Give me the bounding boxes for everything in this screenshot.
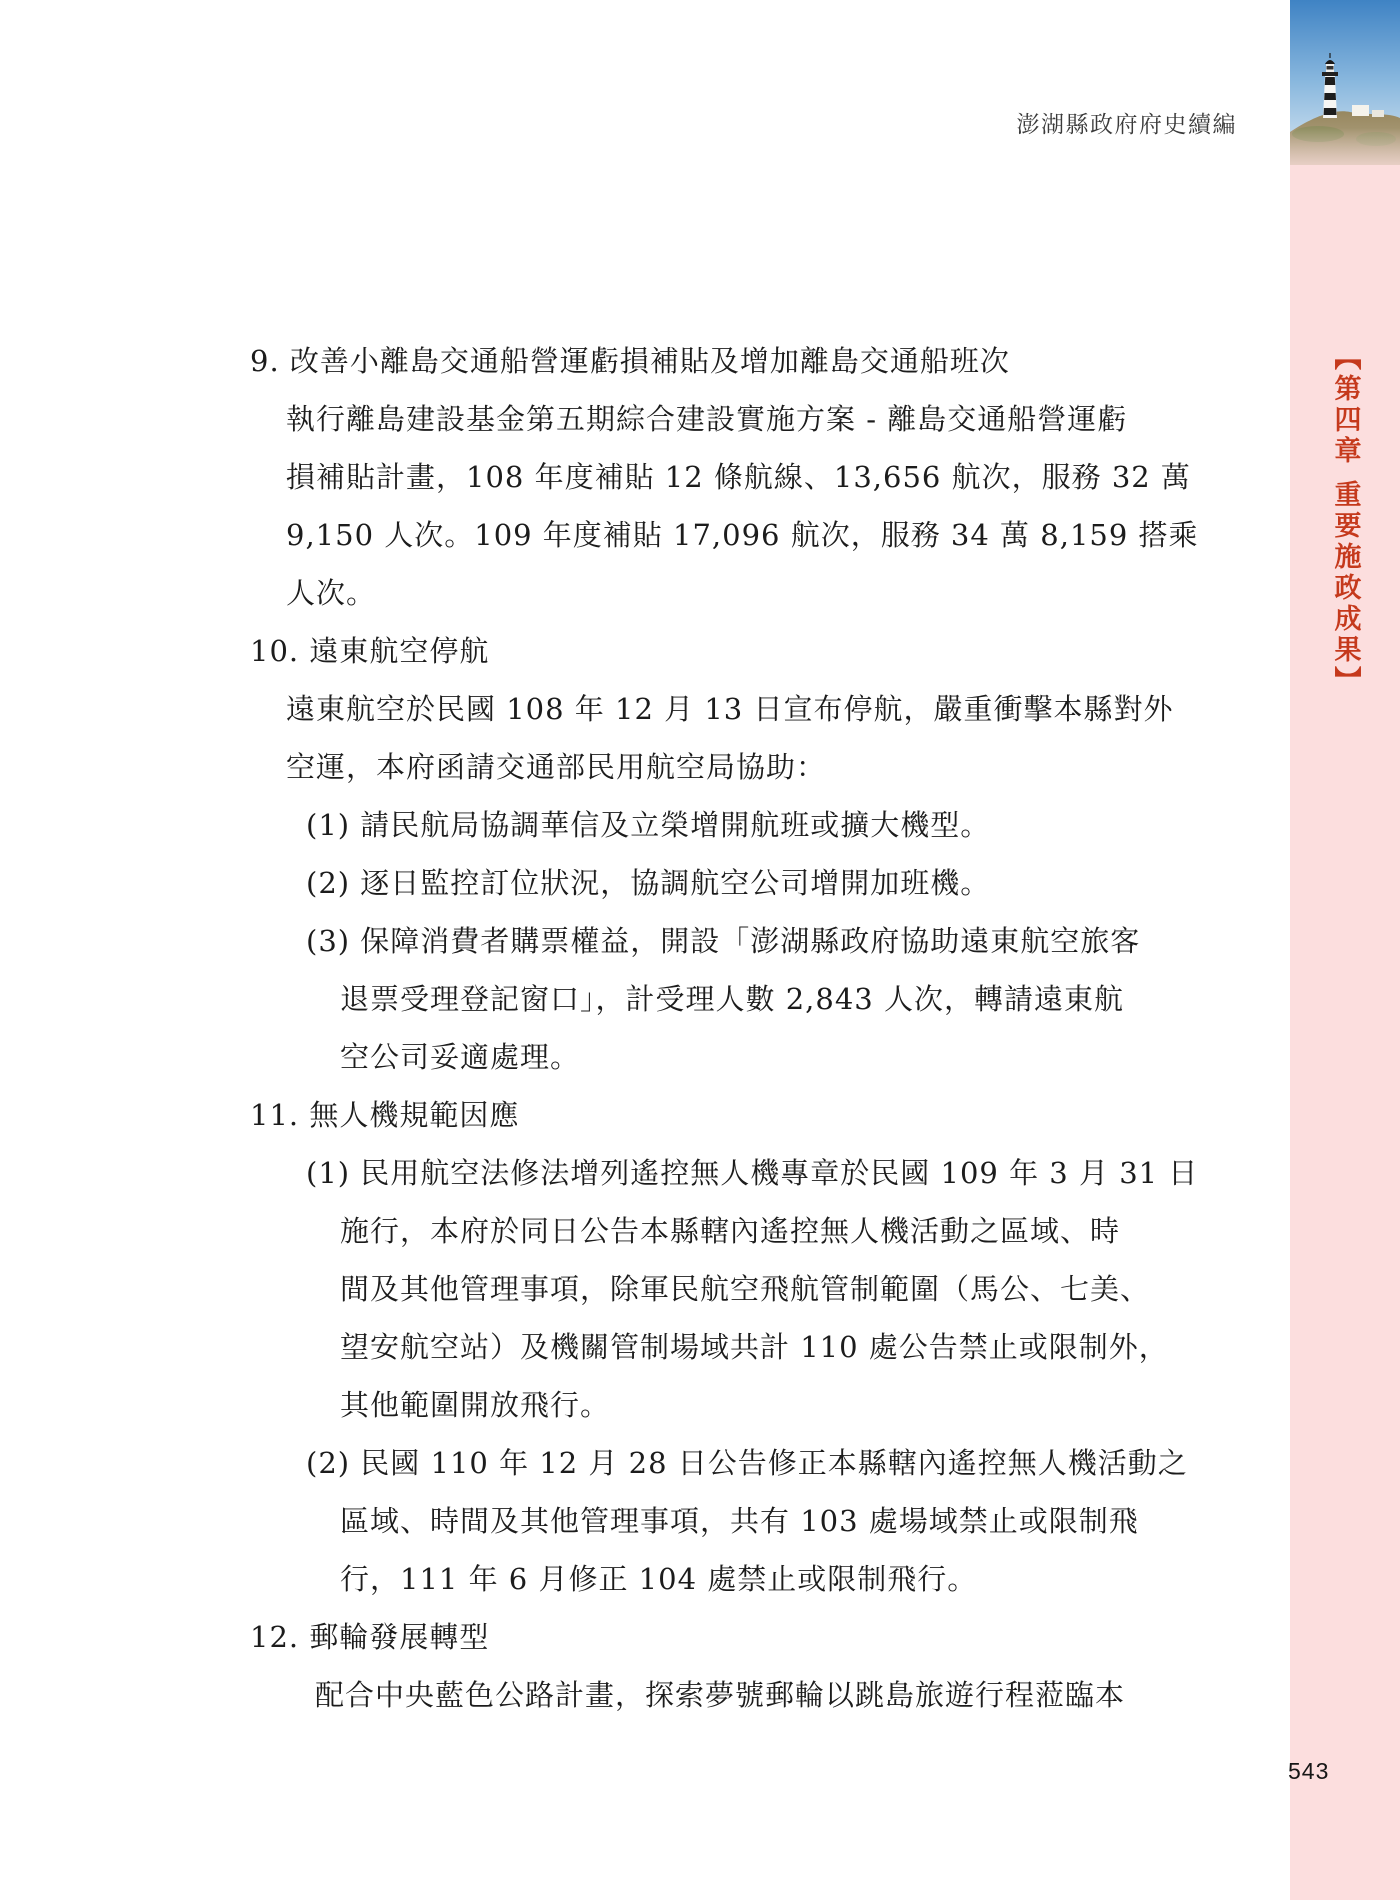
text-line: 間及其他管理事項，除軍民航空飛航管制範圍（馬公、七美、 (340, 1272, 1151, 1306)
content-area (0, 332, 1290, 1724)
text-line: 配合中央藍色公路計畫，探索夢號郵輪以跳島旅遊行程蒞臨本 (315, 1678, 1126, 1712)
text-line: 望安航空站）及機關管制場域共計 110 處公告禁止或限制外， (340, 1330, 1169, 1364)
text-line: 行，111 年 6 月修正 104 處禁止或限制飛行。 (340, 1562, 978, 1596)
text-line: 9. 改善小離島交通船營運虧損補貼及增加離島交通船班次 (250, 344, 1010, 378)
text-line: 遠東航空於民國 108 年 12 月 13 日宣布停航，嚴重衝擊本縣對外 (286, 692, 1174, 726)
text-line: 12. 郵輪發展轉型 (250, 1620, 490, 1654)
text-line: (2) 民國 110 年 12 月 28 日公告修正本縣轄內遙控無人機活動之 (306, 1446, 1188, 1480)
text-line: 空公司妥適處理。 (340, 1040, 581, 1074)
text-line: 9,150 人次。109 年度補貼 17,096 航次，服務 34 萬 8,159 搭乘 (286, 518, 1199, 552)
text-line: 人次。 (286, 576, 377, 610)
chapter-label-wrap (1290, 343, 1400, 743)
text-line: (2) 逐日監控訂位狀況，協調航空公司增開加班機。 (306, 866, 991, 900)
chapter-vertical-label: 【第四章 重要施政成果】 (1329, 343, 1361, 698)
text-line: (3) 保障消費者購票權益，開設「澎湖縣政府協助遠東航空旅客 (306, 924, 1141, 958)
page-number: 543 (1288, 1758, 1330, 1784)
text-line: 空運，本府函請交通部民用航空局協助： (286, 750, 827, 784)
lighthouse-photo (1290, 0, 1400, 195)
text-line: 執行離島建設基金第五期綜合建設實施方案 - 離島交通船營運虧 (286, 402, 1128, 436)
text-line: (1) 請民航局協調華信及立榮增開航班或擴大機型。 (306, 808, 991, 842)
page-header-title: 澎湖縣政府府史續編 (1016, 111, 1237, 137)
text-line: 損補貼計畫，108 年度補貼 12 條航線、13,656 航次，服務 32 萬 (286, 460, 1191, 494)
text-line: 10. 遠東航空停航 (250, 634, 490, 668)
sidebar-strip (1290, 0, 1400, 1900)
text-line: 施行，本府於同日公告本縣轄內遙控無人機活動之區域、時 (340, 1214, 1121, 1248)
text-line: 區域、時間及其他管理事項，共有 103 處場域禁止或限制飛 (340, 1504, 1139, 1538)
text-line: 11. 無人機規範因應 (250, 1098, 520, 1132)
text-line: 退票受理登記窗口」，計受理人數 2,843 人次，轉請遠東航 (340, 982, 1124, 1016)
text-line: (1) 民用航空法修法增列遙控無人機專章於民國 109 年 3 月 31 日 (306, 1156, 1199, 1190)
text-line: 其他範圍開放飛行。 (340, 1388, 611, 1422)
